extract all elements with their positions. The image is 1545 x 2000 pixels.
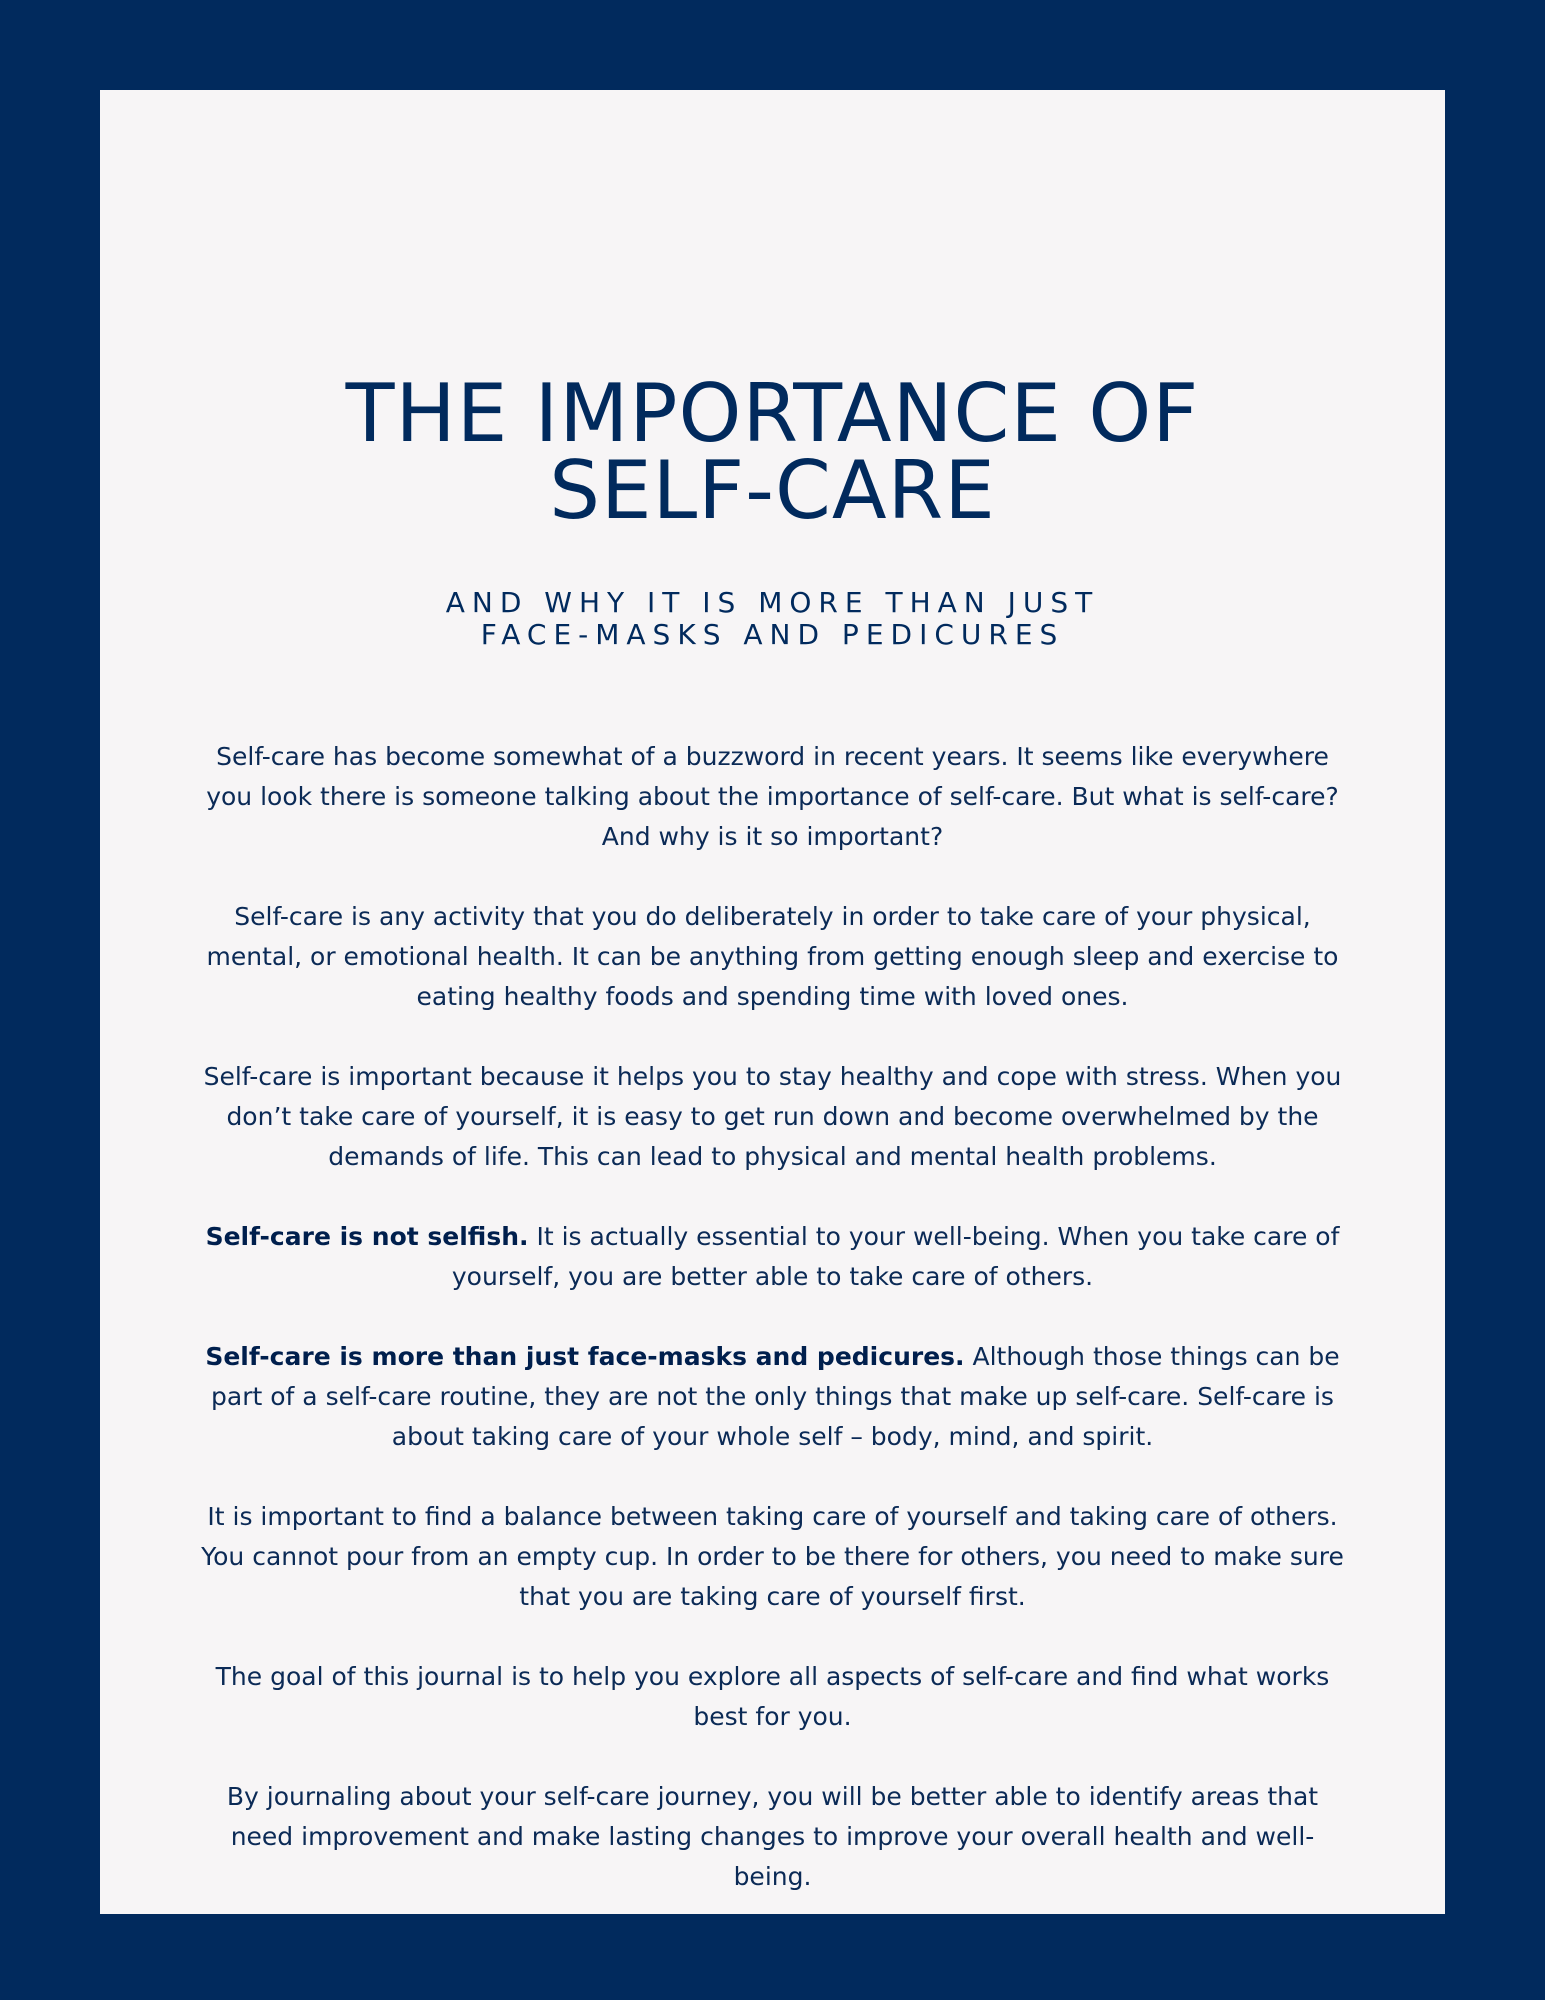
- paragraph-more-than-bold: Self-care is more than just face-masks and pedicures.: [205, 1342, 965, 1371]
- paragraph-not-selfish: [195, 1217, 1350, 1297]
- paragraph-journaling: By journaling about your self-care journey, you will be better able to identify areas that need improvement and make lasting changes to improve your overall health and well-being.: [226, 1782, 1319, 1891]
- subtitle-line-2: FACE-MASKS AND PEDICURES: [480, 618, 1065, 651]
- title-line-1: THE IMPORTANCE OF: [345, 367, 1200, 460]
- paragraph-definition: Self-care is any activity that you do deliberately in order to take care of your physical, mental, or emotional health. It can be anything from getting enough sleep and exercise to eating healthy foods and spending time with loved ones.: [206, 902, 1339, 1011]
- paragraph-importance: Self-care is important because it helps you to stay healthy and cope with stress. When you don’t take care of yourself, it is easy to get run down and become overwhelmed by the demands of life. This can lead to physical and mental health problems.: [203, 1062, 1342, 1171]
- paragraph-more-than-text: Although those things can be part of a self-care routine, they are not the only things that make up self-care. Self-care is about taking care of your whole self – body, mind, and spirit.: [211, 1342, 1340, 1451]
- paragraph-intro: Self-care has become somewhat of a buzzword in recent years. It seems like everywhere you look there is someone talking about the importance of self-care. But what is self-care? And why is it so important?: [206, 742, 1339, 851]
- subtitle-line-1: AND WHY IT IS MORE THAN JUST: [445, 586, 1100, 619]
- page-subtitle: [100, 587, 1445, 651]
- paragraph-not-selfish-text: It is actually essential to your well-being. When you take care of yourself, you are better able to take care of others.: [451, 1222, 1340, 1291]
- paragraph-not-selfish-bold: Self-care is not selfish.: [205, 1222, 529, 1251]
- page-title: [100, 367, 1445, 537]
- paragraph-balance: It is important to find a balance between taking care of yourself and taking care of others. You cannot pour from an empty cup. In order to be there for others, you need to make sure that you are taking care of yourself first.: [201, 1502, 1344, 1611]
- paragraph-goal: The goal of this journal is to help you explore all aspects of self-care and find what works best for you.: [215, 1662, 1330, 1731]
- title-line-2: SELF-CARE: [549, 444, 996, 537]
- page-card: [100, 90, 1445, 1914]
- body-text: [195, 737, 1350, 1897]
- paragraph-more-than: [195, 1337, 1350, 1457]
